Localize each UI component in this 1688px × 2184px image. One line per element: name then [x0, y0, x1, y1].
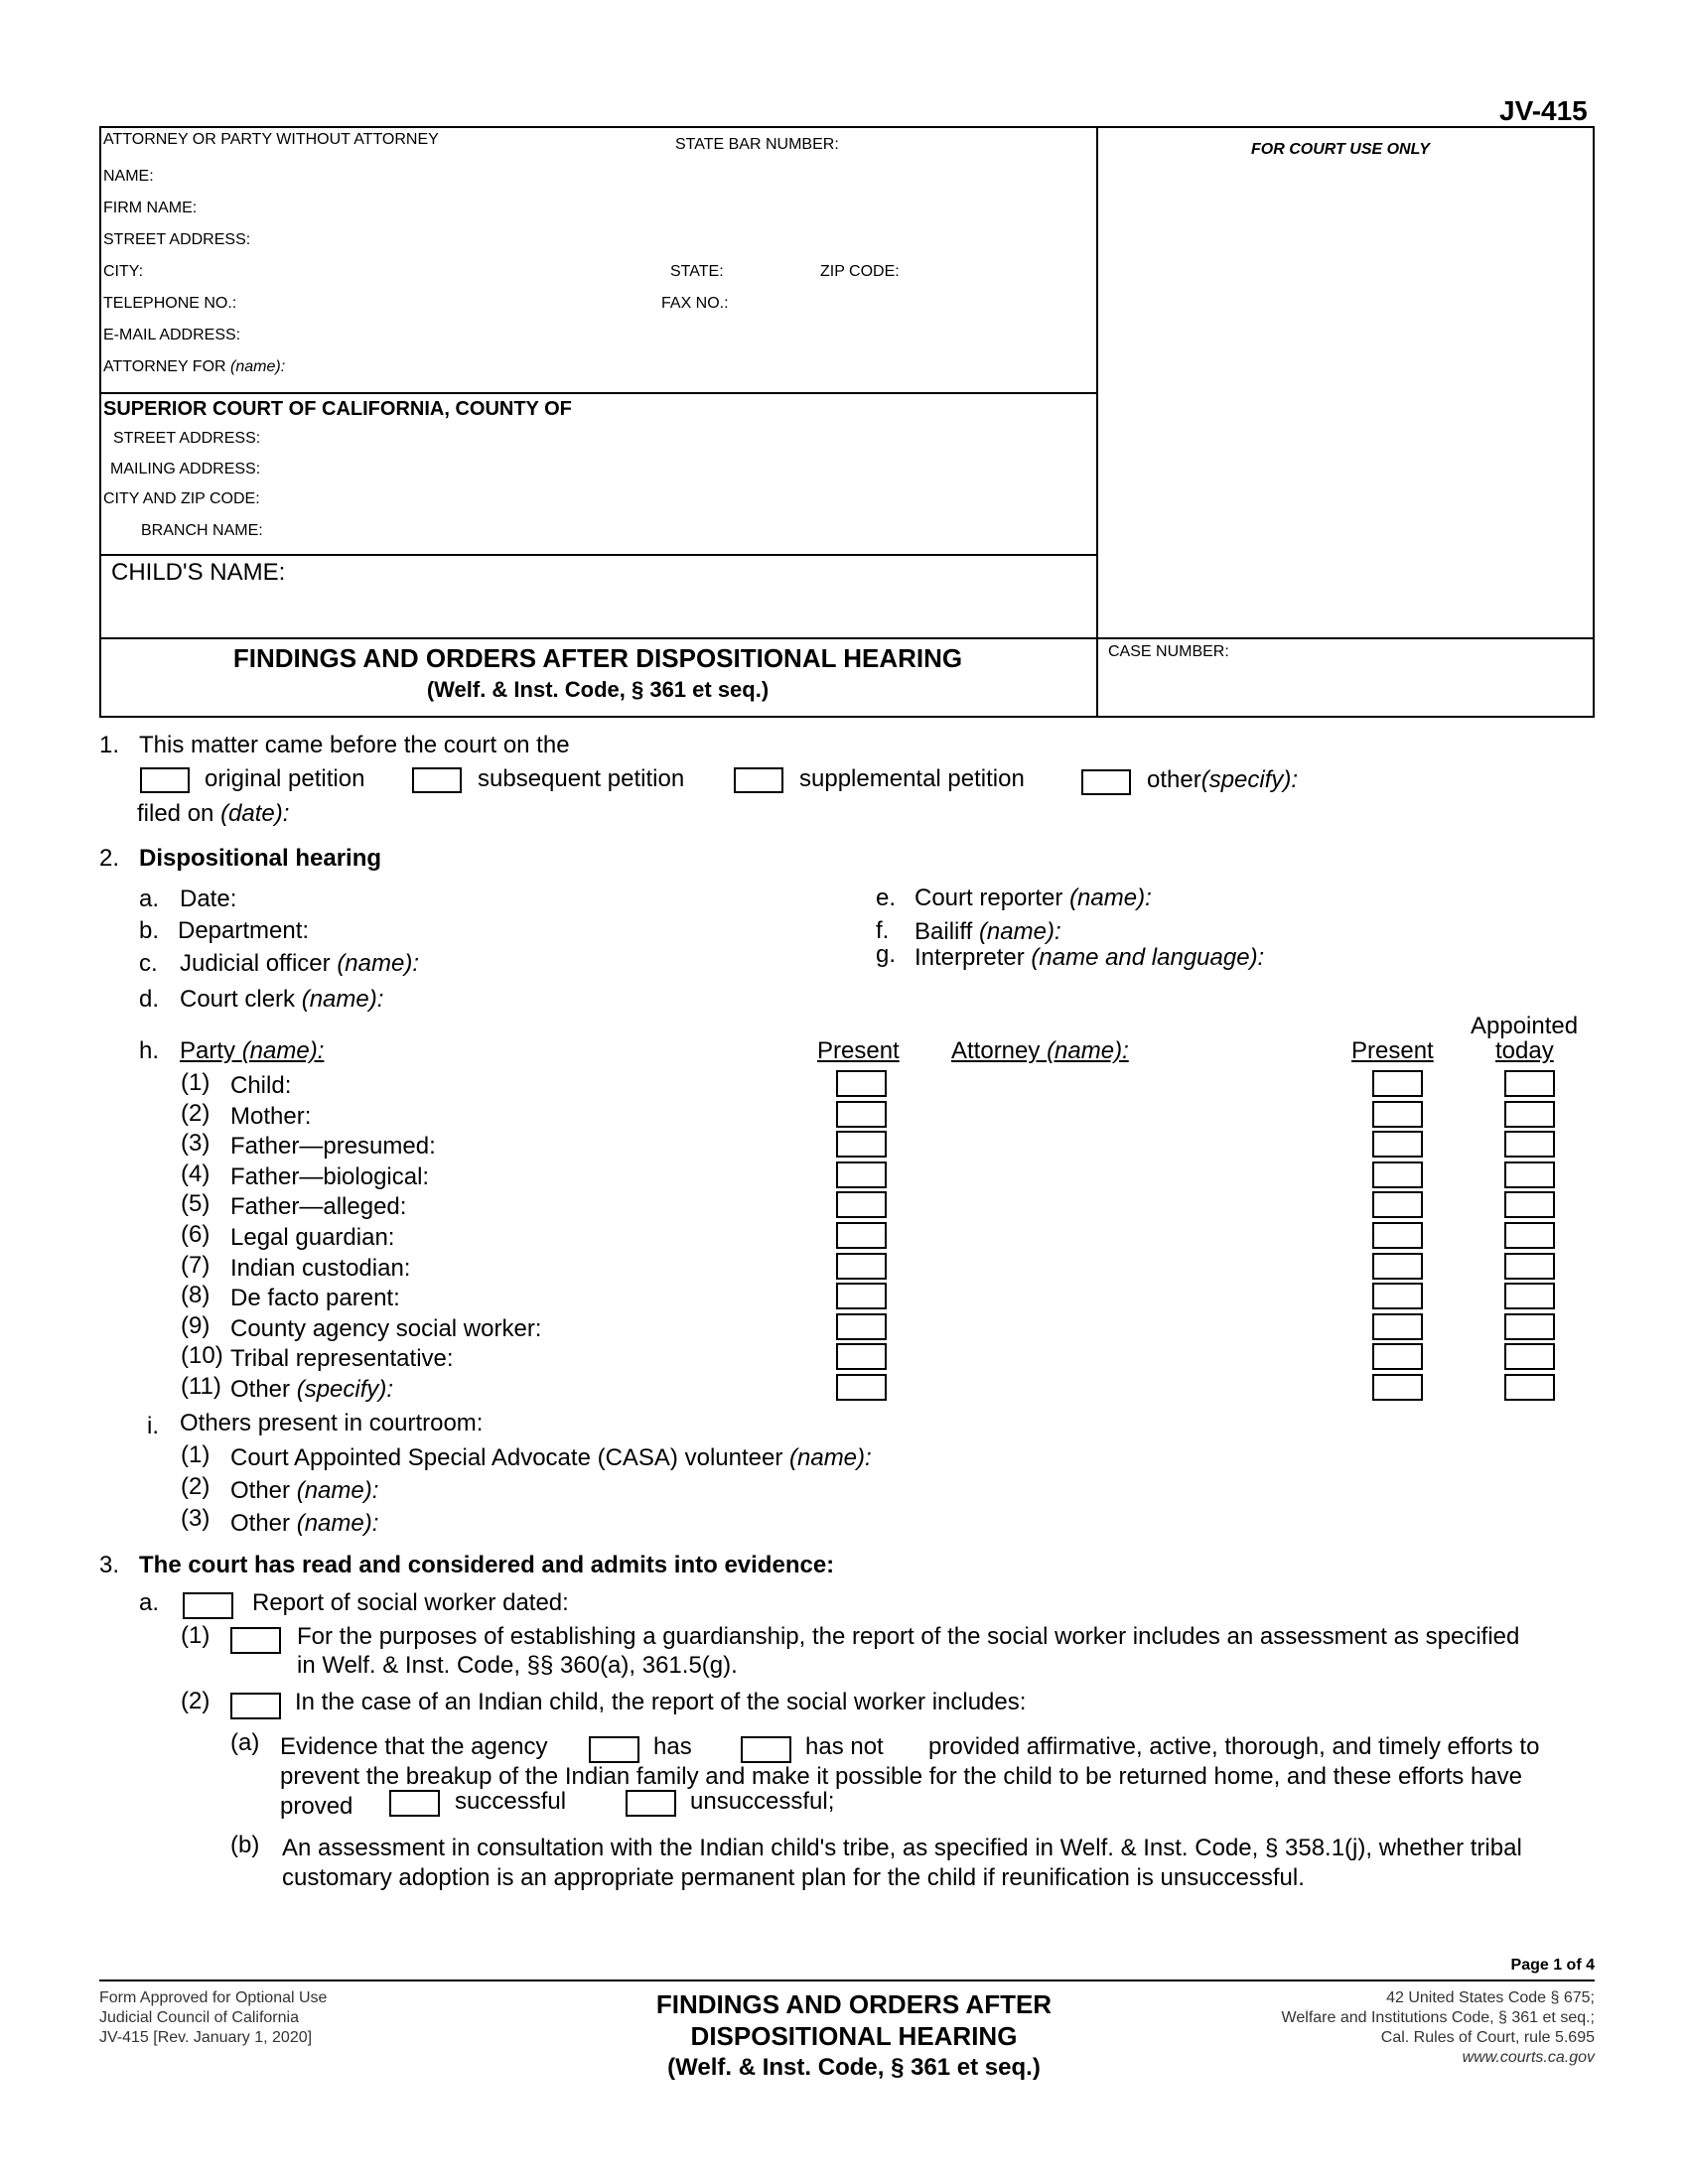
- attorney-appointed-checkbox[interactable]: [1504, 1313, 1555, 1340]
- attorney-appointed-checkbox[interactable]: [1504, 1343, 1555, 1370]
- party-row-number: (10): [181, 1342, 223, 1369]
- footer-right-2: Welfare and Institutions Code, § 361 et seq.;: [1281, 2009, 1595, 2026]
- item2i-label: Others present in courtroom:: [180, 1410, 484, 1436]
- social-worker-report-label: Report of social worker dated:: [252, 1589, 569, 1616]
- guardianship-assessment-line2: in Welf. & Inst. Code, §§ 360(a), 361.5(g).: [297, 1652, 738, 1679]
- attorney-appointed-checkbox[interactable]: [1504, 1374, 1555, 1401]
- guardianship-assessment-checkbox[interactable]: [230, 1627, 281, 1654]
- item3-title: The court has read and considered and admits into evidence:: [139, 1552, 835, 1578]
- party-present-checkbox[interactable]: [836, 1222, 887, 1249]
- attorney-column-header: Attorney (name):: [951, 1037, 1129, 1064]
- party-row-label: County agency social worker:: [230, 1315, 542, 1342]
- attorney-appointed-checkbox[interactable]: [1504, 1101, 1555, 1128]
- tribal-assessment-line1: An assessment in consultation with the Indian child's tribe, as specified in Welf. & Inst. Code, § 358.1(j), whether tribal: [282, 1835, 1522, 1861]
- party-present-checkbox[interactable]: [836, 1131, 887, 1158]
- caption-divider: [1096, 126, 1098, 718]
- page-number: Page 1 of 4: [1510, 1957, 1595, 1974]
- successful-checkbox[interactable]: [389, 1790, 440, 1817]
- divider-line: [99, 554, 1097, 556]
- attorney-present-checkbox[interactable]: [1372, 1283, 1423, 1309]
- other-present-label: Other (name):: [230, 1510, 379, 1537]
- form-number: JV-415: [1499, 95, 1588, 126]
- party-row-label: Father—biological:: [230, 1163, 430, 1190]
- court-use-label: FOR COURT USE ONLY: [1251, 141, 1430, 158]
- footer-url[interactable]: www.courts.ca.gov: [1462, 2049, 1595, 2066]
- attorney-present-checkbox[interactable]: [1372, 1131, 1423, 1158]
- other-petition-checkbox[interactable]: [1081, 769, 1131, 795]
- footer-left-2: Judicial Council of California: [99, 2009, 299, 2026]
- court-city-zip-label: CITY AND ZIP CODE:: [103, 490, 260, 507]
- attorney-present-checkbox[interactable]: [1372, 1222, 1423, 1249]
- others-present-num: (3): [181, 1505, 211, 1532]
- attorney-present-checkbox[interactable]: [1372, 1374, 1423, 1401]
- attorney-street-label: STREET ADDRESS:: [103, 231, 251, 248]
- item3a1-num: (1): [181, 1622, 211, 1649]
- item3a2-num: (2): [181, 1688, 211, 1714]
- attorney-appointed-checkbox[interactable]: [1504, 1131, 1555, 1158]
- party-present-checkbox[interactable]: [836, 1253, 887, 1280]
- attorney-appointed-checkbox[interactable]: [1504, 1283, 1555, 1309]
- tribal-assessment-line2: customary adoption is an appropriate permanent plan for the child if reunification is unsuccessful.: [282, 1864, 1305, 1891]
- item2d-label: Court clerk (name):: [180, 986, 384, 1013]
- party-row-number: (11): [181, 1373, 221, 1400]
- item3a2b-num: (b): [230, 1832, 260, 1858]
- email-label: E-MAIL ADDRESS:: [103, 327, 241, 343]
- attorney-block-title: ATTORNEY OR PARTY WITHOUT ATTORNEY: [103, 131, 439, 148]
- footer-title-3: (Welf. & Inst. Code, § 361 et seq.): [667, 2054, 1041, 2081]
- party-row-label: Indian custodian:: [230, 1255, 411, 1282]
- agency-has-label: has: [653, 1733, 692, 1760]
- attorney-state-label: STATE:: [670, 263, 724, 280]
- caption-box: [99, 126, 1595, 718]
- item2c-label: Judicial officer (name):: [180, 950, 419, 977]
- item2d-letter: d.: [139, 986, 160, 1013]
- attorney-city-label: CITY:: [103, 263, 144, 280]
- party-row-label: Father—presumed:: [230, 1133, 436, 1160]
- item1-text: This matter came before the court on the: [139, 732, 570, 758]
- party-present-checkbox[interactable]: [836, 1283, 887, 1309]
- telephone-label: TELEPHONE NO.:: [103, 295, 237, 312]
- attorney-present-checkbox[interactable]: [1372, 1343, 1423, 1370]
- footer-rule: [99, 1979, 1595, 1981]
- indian-child-checkbox[interactable]: [230, 1693, 281, 1719]
- agency-evidence-pre: Evidence that the agency: [280, 1733, 548, 1760]
- party-row-number: (4): [181, 1160, 211, 1187]
- attorney-present-checkbox[interactable]: [1372, 1253, 1423, 1280]
- attorney-appointed-checkbox[interactable]: [1504, 1191, 1555, 1218]
- party-row-number: (9): [181, 1312, 211, 1339]
- item3a-letter: a.: [139, 1589, 160, 1616]
- item2b-letter: b.: [139, 917, 160, 944]
- subsequent-petition-label: subsequent petition: [478, 765, 685, 792]
- party-row-label: Legal guardian:: [230, 1224, 395, 1251]
- form-title: FINDINGS AND ORDERS AFTER DISPOSITIONAL HEARING: [232, 643, 963, 673]
- footer-title-1: FINDINGS AND ORDERS AFTER: [655, 1989, 1053, 2019]
- other-petition-label: other(specify):: [1147, 766, 1299, 793]
- indian-child-label: In the case of an Indian child, the report of the social worker includes:: [295, 1689, 1027, 1715]
- party-present-checkbox[interactable]: [836, 1070, 887, 1097]
- item2g-letter: g.: [876, 941, 897, 968]
- party-row-label: Child:: [230, 1072, 292, 1099]
- original-petition-label: original petition: [205, 765, 365, 792]
- party-row-label: Other (specify):: [230, 1376, 394, 1403]
- item2a-letter: a.: [139, 886, 160, 912]
- case-number-label: CASE NUMBER:: [1108, 643, 1229, 660]
- state-bar-label: STATE BAR NUMBER:: [675, 136, 839, 153]
- attorney-for-label: ATTORNEY FOR (name):: [103, 358, 286, 375]
- party-present-header: Present: [817, 1037, 900, 1064]
- footer-left-1: Form Approved for Optional Use: [99, 1989, 328, 2006]
- attorney-appointed-checkbox[interactable]: [1504, 1070, 1555, 1097]
- item2f-letter: f.: [876, 917, 890, 944]
- court-block-title: SUPERIOR COURT OF CALIFORNIA, COUNTY OF: [103, 398, 572, 420]
- party-present-checkbox[interactable]: [836, 1313, 887, 1340]
- item2g-label: Interpreter (name and language):: [914, 944, 1265, 971]
- original-petition-checkbox[interactable]: [140, 767, 190, 793]
- agency-has-not-label: has not: [805, 1733, 884, 1760]
- successful-label: successful: [455, 1788, 567, 1815]
- childs-name-label: CHILD'S NAME:: [111, 559, 286, 586]
- item2f-label: Bailiff (name):: [914, 918, 1061, 945]
- party-row-label: Tribal representative:: [230, 1345, 454, 1372]
- unsuccessful-label: unsuccessful;: [690, 1788, 835, 1815]
- agency-has-not-checkbox[interactable]: [741, 1736, 791, 1763]
- item1-number: 1.: [99, 732, 120, 758]
- item2b-label: Department:: [178, 917, 310, 944]
- court-branch-label: BRANCH NAME:: [141, 522, 263, 539]
- attorney-present-checkbox[interactable]: [1372, 1101, 1423, 1128]
- divider-line: [99, 637, 1595, 639]
- social-worker-report-checkbox[interactable]: [183, 1592, 233, 1619]
- attorney-appointed-checkbox[interactable]: [1504, 1253, 1555, 1280]
- appointed-header-line1: Appointed: [1471, 1013, 1579, 1039]
- item2e-label: Court reporter (name):: [914, 885, 1152, 911]
- attorney-zip-label: ZIP CODE:: [820, 263, 900, 280]
- attorney-appointed-checkbox[interactable]: [1504, 1161, 1555, 1188]
- item2a-label: Date:: [180, 886, 237, 912]
- attorney-name-label: NAME:: [103, 168, 154, 185]
- attorney-present-checkbox[interactable]: [1372, 1313, 1423, 1340]
- supplemental-petition-checkbox[interactable]: [734, 767, 783, 793]
- subsequent-petition-checkbox[interactable]: [412, 767, 462, 793]
- item3a2a-num: (a): [230, 1729, 260, 1756]
- proved-label: proved: [280, 1793, 353, 1820]
- attorney-appointed-checkbox[interactable]: [1504, 1222, 1555, 1249]
- divider-line: [99, 392, 1097, 394]
- footer-right-1: 42 United States Code § 675;: [1386, 1989, 1595, 2006]
- party-row-number: (7): [181, 1252, 211, 1279]
- item2-title: Dispositional hearing: [139, 845, 382, 872]
- casa-volunteer-label: Court Appointed Special Advocate (CASA) volunteer (name):: [230, 1444, 872, 1471]
- item2i-letter: i.: [147, 1413, 159, 1439]
- party-present-checkbox[interactable]: [836, 1374, 887, 1401]
- form-subtitle: (Welf. & Inst. Code, § 361 et seq.): [426, 677, 770, 702]
- party-row-number: (1): [181, 1069, 211, 1096]
- others-present-num: (1): [181, 1441, 211, 1468]
- court-mailing-label: MAILING ADDRESS:: [110, 461, 261, 478]
- court-street-label: STREET ADDRESS:: [113, 430, 261, 447]
- item2c-letter: c.: [139, 950, 158, 977]
- party-row-number: (5): [181, 1190, 211, 1217]
- party-row-label: De facto parent:: [230, 1285, 400, 1311]
- appointed-header-line2: today: [1495, 1037, 1554, 1064]
- attorney-present-checkbox[interactable]: [1372, 1161, 1423, 1188]
- agency-evidence-line2: prevent the breakup of the Indian family and make it possible for the child to be returned home, and these efforts have: [280, 1763, 1522, 1790]
- item2e-letter: e.: [876, 885, 897, 911]
- fax-label: FAX NO.:: [661, 295, 729, 312]
- supplemental-petition-label: supplemental petition: [799, 765, 1025, 792]
- party-row-number: (3): [181, 1130, 211, 1157]
- party-row-number: (6): [181, 1221, 211, 1248]
- party-present-checkbox[interactable]: [836, 1161, 887, 1188]
- footer-title-2: DISPOSITIONAL HEARING: [690, 2021, 1018, 2051]
- footer-left-3: JV-415 [Rev. January 1, 2020]: [99, 2029, 313, 2046]
- party-row-number: (8): [181, 1282, 211, 1308]
- attorney-present-checkbox[interactable]: [1372, 1070, 1423, 1097]
- attorney-present-header: Present: [1351, 1037, 1434, 1064]
- firm-name-label: FIRM NAME:: [103, 200, 198, 216]
- others-present-num: (2): [181, 1473, 211, 1500]
- unsuccessful-checkbox[interactable]: [626, 1790, 676, 1817]
- guardianship-assessment-line1: For the purposes of establishing a guardianship, the report of the social worker includes an assessment as specified: [297, 1623, 1520, 1650]
- party-row-label: Father—alleged:: [230, 1193, 407, 1220]
- party-row-number: (2): [181, 1100, 211, 1127]
- attorney-present-checkbox[interactable]: [1372, 1191, 1423, 1218]
- item2h-letter: h.: [139, 1037, 160, 1064]
- party-present-checkbox[interactable]: [836, 1191, 887, 1218]
- footer-right-3: Cal. Rules of Court, rule 5.695: [1380, 2029, 1595, 2046]
- party-present-checkbox[interactable]: [836, 1101, 887, 1128]
- agency-has-checkbox[interactable]: [589, 1736, 639, 1763]
- party-present-checkbox[interactable]: [836, 1343, 887, 1370]
- party-column-header: Party (name):: [180, 1037, 325, 1064]
- item2-number: 2.: [99, 845, 120, 872]
- agency-evidence-post: provided affirmative, active, thorough, and timely efforts to: [928, 1733, 1540, 1760]
- item3-number: 3.: [99, 1552, 120, 1578]
- filed-on-label: filed on (date):: [137, 800, 290, 827]
- other-present-label: Other (name):: [230, 1477, 379, 1504]
- party-row-label: Mother:: [230, 1103, 312, 1130]
